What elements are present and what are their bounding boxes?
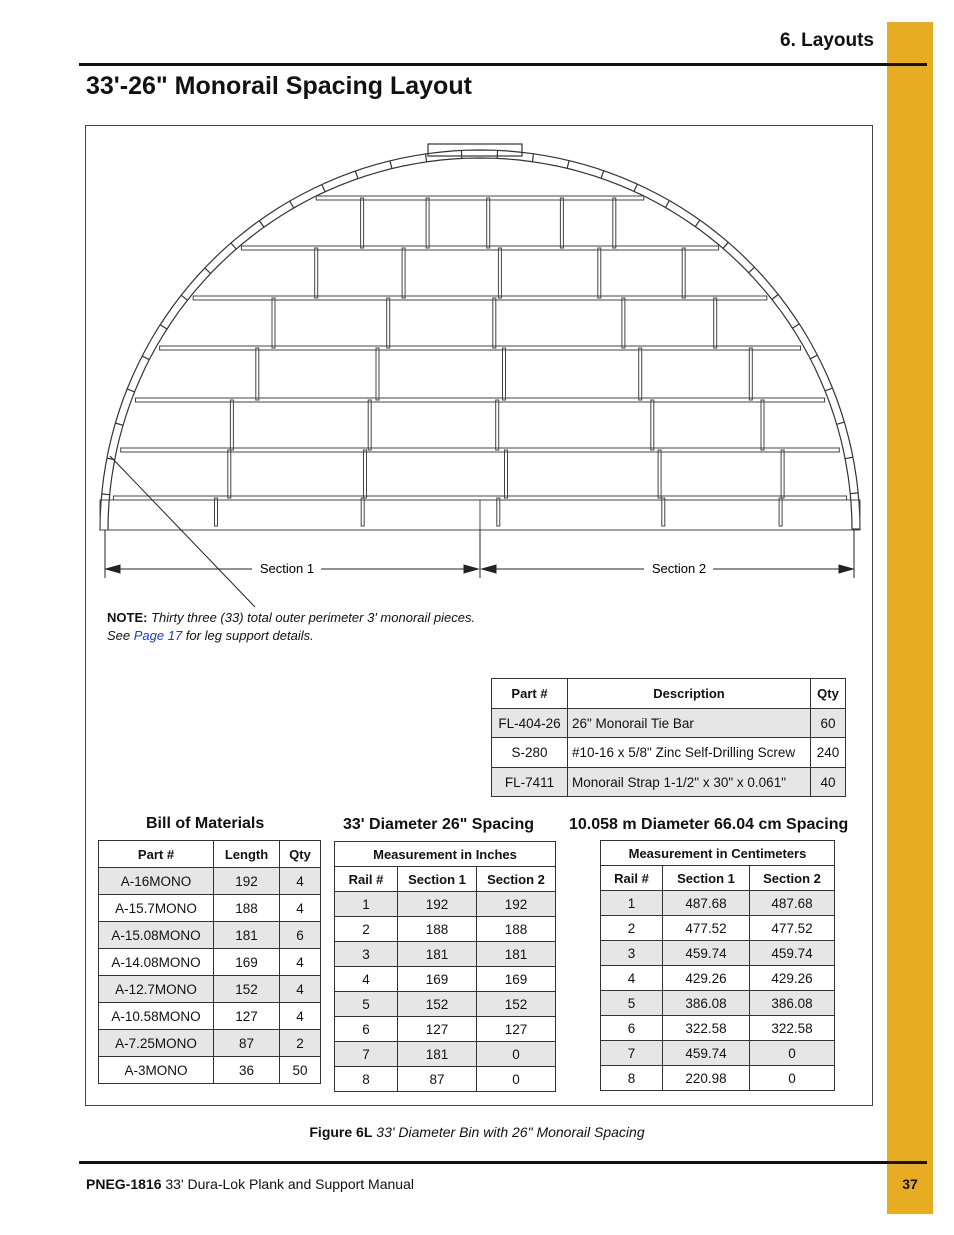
parts-table [491,678,846,797]
table-row: FL-7411 Monorail Strap 1-1/2" x 30" x 0.061" 40 [492,768,846,797]
perimeter-joint [181,295,187,300]
rail [136,398,825,402]
tie-bar [622,298,625,348]
page-title: 33'-26" Monorail Spacing Layout [86,72,472,100]
tie-bar [256,348,259,400]
rail [316,196,644,200]
table-row: 2 188 188 [335,917,556,942]
perimeter-joint [601,171,604,179]
tie-bar [505,450,508,498]
table-row: A-15.7MONO 188 4 [99,895,321,922]
table-row: 6 127 127 [335,1017,556,1042]
note-text-end: for leg support details. [182,628,314,643]
perimeter-joint [567,161,569,169]
col-part: Part # [492,679,568,709]
tie-bar [613,198,616,248]
tie-bar [598,248,601,298]
perimeter-joint [810,355,817,359]
perimeter-joint [825,388,833,391]
table-row: 6 322.58 322.58 [601,1016,835,1041]
section-1-label: Section 1 [259,561,315,576]
tie-bar [364,450,367,498]
table-row: 5 152 152 [335,992,556,1017]
perimeter-note [107,609,477,645]
note-leader-line [110,456,255,607]
table-row: A-12.7MONO 152 4 [99,976,321,1003]
monorail-rails [100,196,860,530]
table-row: 3 459.74 459.74 [601,941,835,966]
bin-arch [100,144,860,530]
tie-bar [361,198,364,248]
perimeter-joint [723,242,728,248]
tie-bar [503,348,506,400]
tie-bar [272,298,275,348]
perimeter-joint [205,268,211,274]
tie-bar [402,248,405,298]
tie-bar [639,348,642,400]
table-row: 1 192 192 [335,892,556,917]
dimension-line [105,530,854,578]
footer-doc [86,1176,414,1192]
table-row: A-10.58MONO 127 4 [99,1003,321,1030]
perimeter-joint [115,423,123,425]
doc-title: 33' Dura-Lok Plank and Support Manual [161,1176,414,1192]
inches-title: 33' Diameter 26" Spacing [343,816,535,833]
tie-bar [749,348,752,400]
table-row: A-16MONO 192 4 [99,868,321,895]
perimeter-joint [355,171,358,179]
perimeter-joint [837,422,845,424]
tie-bar [714,298,717,348]
tie-bar [387,298,390,348]
page-17-link[interactable]: Page 17 [133,628,183,643]
table-row: 3 181 181 [335,942,556,967]
tie-bar [215,498,218,526]
tie-bar [361,498,364,526]
rail [193,296,767,300]
note-text: Thirty three (33) total outer perimeter 3' monorail pieces. See [107,610,476,643]
table-row: A-7.25MONO 87 2 [99,1030,321,1057]
perimeter-joint [142,356,149,360]
perimeter-joint [634,184,637,191]
doc-number: PNEG-1816 [86,1176,162,1192]
perimeter-joint [259,221,264,228]
tie-bar [426,198,429,248]
metric-title: 10.058 m Diameter 66.04 cm Spacing [569,816,849,833]
table-row: FL-404-26 26" Monorail Tie Bar 60 [492,709,846,738]
table-row: 4 429.26 429.26 [601,966,835,991]
outer-wall [100,150,860,530]
metric-spacing-table: Measurement in Centimeters Rail # Section 1 Section 2 1 487.68 487.68 2 477.52 477.52 3 459.74 459.74 4 429.26 429.26 5 386.08 386.08 6 322.58 322.58 7 459.74 0 8 220.98 0 [600,840,835,1091]
tie-bar [230,400,233,450]
tie-bar [376,348,379,400]
section-2-label: Section 2 [651,561,707,576]
bill-of-materials-table: Part # Length Qty A-16MONO 192 4 A-15.7MONO 188 4 A-15.08MONO 181 6 A-14.08MONO 169 4 A-12.7MONO 152 4 A-10.58MONO 127 4 A-7.25MONO 87 2 A-3MONO 36 50 [98,840,321,1084]
tie-bar [315,248,318,298]
section-heading: 6. Layouts [780,30,874,51]
perimeter-joint [127,389,134,392]
tie-bar [560,198,563,248]
figure-caption: Figure 6L 33' Diameter Bin with 26" Monorail Spacing [309,1124,645,1140]
table-row: 7 459.74 0 [601,1041,835,1066]
perimeter-joint [102,494,110,495]
table-row: 1 487.68 487.68 [601,891,835,916]
perimeter-joint [793,324,800,328]
perimeter-joint [426,154,427,162]
table-row: A-14.08MONO 169 4 [99,949,321,976]
tie-bar [497,498,500,526]
table-row: 8 87 0 [335,1067,556,1092]
tie-bar [761,400,764,450]
col-qty: Qty [811,679,846,709]
perimeter-joint [695,220,700,227]
perimeter-joint [290,201,294,208]
perimeter-joint [322,185,325,192]
perimeter-joint [231,243,236,249]
table-row: 5 386.08 386.08 [601,991,835,1016]
tie-bar [779,498,782,526]
perimeter-joint [160,325,167,329]
tie-bar [781,450,784,498]
perimeter-joint [772,295,778,300]
table-row: 2 477.52 477.52 [601,916,835,941]
tie-bar [498,248,501,298]
tie-bar [658,450,661,498]
perimeter-joint [532,154,533,162]
tie-bar [493,298,496,348]
tie-bar [487,198,490,248]
perimeter-joint [390,161,392,169]
rail [241,246,718,250]
tie-bar [682,248,685,298]
bom-title: Bill of Materials [146,815,265,832]
tie-bar [496,400,499,450]
inches-spacing-table: Measurement in Inches Rail # Section 1 Section 2 1 192 192 2 188 188 3 181 181 4 169 169 5 152 152 6 127 127 7 181 0 8 87 0 [334,841,556,1092]
perimeter-joint [665,201,669,208]
perimeter-joint [749,267,755,273]
col-description: Description [568,679,811,709]
page-number: 37 [902,1176,918,1192]
table-row: A-15.08MONO 181 6 [99,922,321,949]
tie-bar [662,498,665,526]
table-row: 8 220.98 0 [601,1066,835,1091]
inner-wall [108,158,852,530]
table-row: A-3MONO 36 50 [99,1057,321,1084]
table-row: 7 181 0 [335,1042,556,1067]
perimeter-joint [850,493,858,494]
tie-bar [228,450,231,498]
footer-rule [79,1161,927,1164]
table-row: 4 169 169 [335,967,556,992]
note-label: NOTE: [107,610,148,625]
perimeter-joint [845,457,853,459]
tie-bar [651,400,654,450]
rail [113,496,846,500]
tie-bar [368,400,371,450]
table-row: S-280 #10-16 x 5/8" Zinc Self-Drilling Screw 240 [492,738,846,768]
